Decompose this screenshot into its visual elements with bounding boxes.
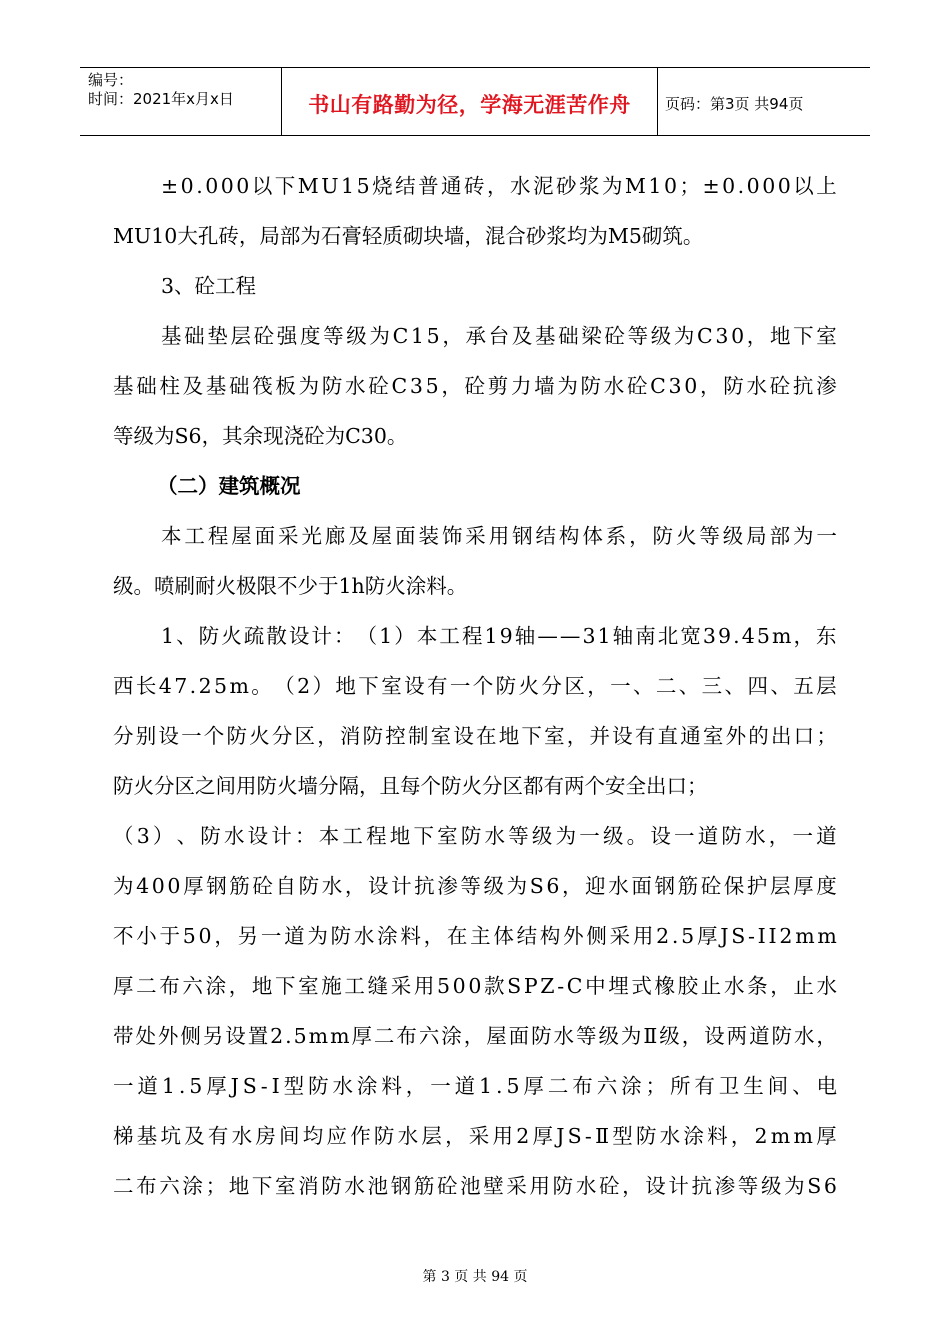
body-text-line: 本 工 程 屋 面 采 光 廊 及 屋 面 装 饰 采 用 钢 结 构 体 系 ， 防 火 等 级 局 部 为 一 <box>161 524 837 548</box>
body-text-line: MU10大孔砖，局部为石膏轻质砌块墙，混合砂浆均为M5砌筑。 <box>113 224 704 248</box>
body-text-line: 3、砼工程 <box>161 274 257 298</box>
body-text-line: 1 、 防 火 疏 散 设 计 ： （ 1 ） 本 工 程 1 9 轴 — — 3 1 轴 南 北 宽 3 9 . 4 5 m ， 东 <box>161 624 837 648</box>
body-text-line: 一 道 1 . 5 厚 J S - Ⅰ 型 防 水 涂 料 ， 一 道 1 . 5 厚 二 布 六 涂 ； 所 有 卫 生 间 、 电 <box>113 1074 837 1098</box>
body-text-line: 二 布 六 涂 ； 地 下 室 消 防 水 池 钢 筋 砼 池 壁 采 用 防 水 砼 ， 设 计 抗 渗 等 级 为 S 6 <box>113 1174 837 1198</box>
body-text-line: 带 处 外 侧 另 设 置 2 . 5 m m 厚 二 布 六 涂 ， 屋 面 防 水 等 级 为 Ⅱ 级 ， 设 两 道 防 水 ， <box>113 1024 837 1048</box>
header-meta-cell <box>80 68 282 135</box>
body-text-line: 等级为S6，其余现浇砼为C30。 <box>113 424 408 448</box>
body-text-line: 防火分区之间用防火墙分隔，且每个防火分区都有两个安全出口； <box>113 774 708 798</box>
body-text-line: 西 长 4 7 . 2 5 m 。 （ 2 ） 地 下 室 设 有 一 个 防 火 分 区 ， 一 、 二 、 三 、 四 、 五 层 <box>113 674 837 698</box>
body-text-line: 基 础 垫 层 砼 强 度 等 级 为 C 1 5 ， 承 台 及 基 础 梁 砼 等 级 为 C 3 0 ， 地 下 室 <box>161 324 837 348</box>
page-footer: 第 3 页 共 94 页 <box>422 1269 528 1285</box>
body-text-line: 分 别 设 一 个 防 火 分 区 ， 消 防 控 制 室 设 在 地 下 室 ， 并 设 有 直 通 室 外 的 出 口 ； <box>113 724 837 748</box>
body-text-line: 梯 基 坑 及 有 水 房 间 均 应 作 防 水 层 ， 采 用 2 厚 J S - Ⅱ 型 防 水 涂 料 ， 2 m m 厚 <box>113 1124 837 1148</box>
body-text-line: 级。喷刷耐火极限不少于1h防火涂料。 <box>113 574 468 598</box>
header-page-info: 页码：第3页 共94页 <box>665 95 804 113</box>
body-text-line: （ 3 ） 、 防 水 设 计 ： 本 工 程 地 下 室 防 水 等 级 为 一 级 。 设 一 道 防 水 ， 一 道 <box>113 824 837 848</box>
header-page-cell <box>658 68 870 135</box>
body-text-line: ± 0 . 0 0 0 以 下 M U 1 5 烧 结 普 通 砖 ， 水 泥 砂 浆 为 M 1 0 ； ± 0 . 0 0 0 以 上 <box>161 174 837 198</box>
body-text-line: 厚 二 布 六 涂 ， 地 下 室 施 工 缝 采 用 5 0 0 款 S P Z - C 中 埋 式 橡 胶 止 水 条 ， 止 水 <box>113 974 837 998</box>
document-body <box>113 161 837 1211</box>
document-number-label: 编号： <box>88 71 134 89</box>
header-motto: 书山有路勤为径，学海无涯苦作舟 <box>308 92 631 117</box>
body-text-line: 为 4 0 0 厚 钢 筋 砼 自 防 水 ， 设 计 抗 渗 等 级 为 S 6 ， 迎 水 面 钢 筋 砼 保 护 层 厚 度 <box>113 874 837 898</box>
section-heading: （二）建筑概况 <box>157 474 301 498</box>
header-motto-cell <box>282 68 658 135</box>
body-text-line: 基 础 柱 及 基 础 筏 板 为 防 水 砼 C 3 5 ， 砼 剪 力 墙 为 防 水 砼 C 3 0 ， 防 水 砼 抗 渗 <box>113 374 837 398</box>
document-header <box>80 67 870 136</box>
body-text-line: 不 小 于 5 0 ， 另 一 道 为 防 水 涂 料 ， 在 主 体 结 构 外 侧 采 用 2 . 5 厚 J S - I I 2 m m <box>113 924 837 948</box>
document-time-label: 时间：2021年x月x日 <box>88 90 234 108</box>
